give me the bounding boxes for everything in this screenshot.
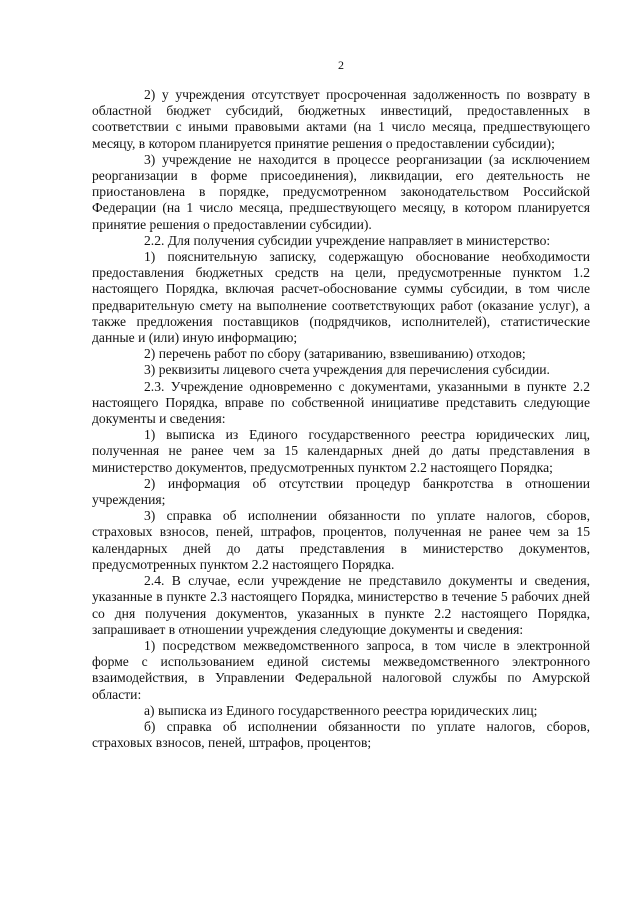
paragraph: 2.4. В случае, если учреждение не представило документы и сведения, указанные в пункте 2.3 настоящего Порядка, министерство в течение 5 рабочих дней со дня получения документов, указанных в пункте 2.2 настоящего Порядка, запрашивает в отношении учреждения следующие документы и сведения: bbox=[92, 573, 590, 637]
page-number: 2 bbox=[338, 58, 344, 72]
paragraph: б) справка об исполнении обязанности по уплате налогов, сборов, страховых взносов, пеней, штрафов, процентов; bbox=[92, 718, 590, 751]
paragraph: 2.3. Учреждение одновременно с документами, указанными в пункте 2.2 настоящего Порядка, вправе по собственной инициативе представить следующие документы и сведения: bbox=[92, 378, 590, 427]
paragraph: 2) перечень работ по сбору (затариванию, взвешиванию) отходов; bbox=[144, 346, 526, 362]
paragraph: 1) выписка из Единого государственного реестра юридических лиц, полученная не ранее чем за 15 календарных дней до даты представления в министерство документов, предусмотренных пунктом 2.2 настоящего Порядка; bbox=[92, 427, 590, 475]
paragraph: 3) справка об исполнении обязанности по уплате налогов, сборов, страховых взносов, пеней, штрафов, процентов, полученная не ранее чем за 15 календарных дней до даты представления в министерство документов, предусмотренных пунктом 2.2 настоящего Порядка. bbox=[92, 508, 590, 572]
paragraph: 3) учреждение не находится в процессе реорганизации (за исключением реорганизации в форме присоединения), ликвидации, его деятельность не приостановлена в порядке, предусмотренном законодательством Российской Федерации (на 1 число месяца, предшествующего месяцу, в котором планируется принятие решения о предоставлении субсидии). bbox=[92, 151, 590, 232]
paragraph: 2) информация об отсутствии процедур банкротства в отношении учреждения; bbox=[92, 475, 590, 508]
paragraph: 1) посредством межведомственного запроса, в том числе в электронной форме с использованием единой системы межведомственного электронного взаимодействия, в Управлении Федеральной налоговой службы по Амурской области: bbox=[92, 637, 590, 702]
document-body bbox=[92, 87, 590, 751]
paragraph: а) выписка из Единого государственного реестра юридических лиц; bbox=[144, 702, 538, 718]
paragraph: 2.2. Для получения субсидии учреждение направляет в министерство: bbox=[144, 232, 551, 248]
paragraph: 2) у учреждения отсутствует просроченная задолженность по возврату в областной бюджет субсидий, бюджетных инвестиций, предоставленных в соответствии с иными правовыми актами (на 1 число месяца, предшествующего месяцу, в котором планируется принятие решения о предоставлении субсидии); bbox=[92, 87, 590, 151]
paragraph: 1) пояснительную записку, содержащую обоснование необходимости предоставления бюджетных средств на цели, предусмотренные пунктом 1.2 настоящего Порядка, включая расчет-обоснование суммы субсидии, в том числе предварительную смету на выполнение соответствующих работ (оказание услуг), а также предложения поставщиков (подрядчиков, исполнителей), статистические данные и (или) иную информацию; bbox=[92, 249, 590, 346]
paragraph: 3) реквизиты лицевого счета учреждения для перечисления субсидии. bbox=[144, 362, 550, 378]
